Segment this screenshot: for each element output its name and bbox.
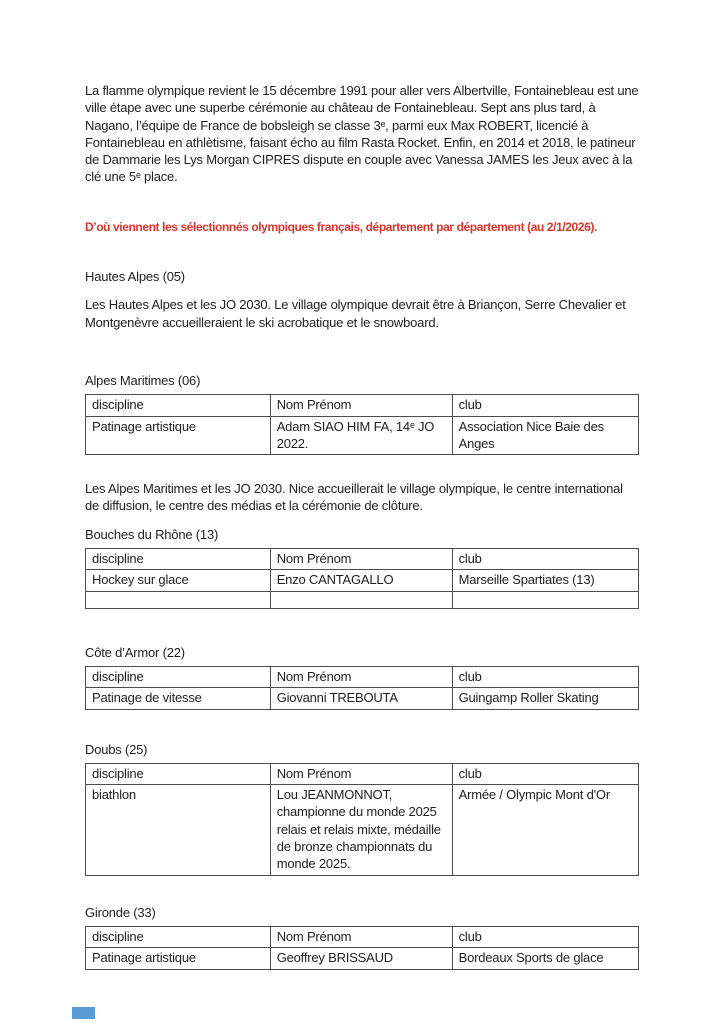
red-section-heading: D’où viennent les sélectionnés olympiques français, département par département (au 2/1/2026).: [85, 219, 597, 234]
table-cell: Enzo CANTAGALLO: [270, 570, 452, 591]
department-title: Bouches du Rhône (13): [85, 526, 219, 542]
table-cell: Lou JEANMONNOT, championne du monde 2025 relais et relais mixte, médaille de bronze championnats du monde 2025.: [270, 785, 452, 875]
department-title: Doubs (25): [85, 741, 148, 757]
department-section-doubs: [85, 741, 639, 876]
table-cell: [452, 591, 638, 608]
table-header-discipline: discipline: [86, 763, 271, 784]
table-header-row: [86, 549, 639, 570]
table-header-discipline: discipline: [86, 549, 271, 570]
table-cell: Association Nice Baie des Anges: [452, 416, 638, 455]
footer-blue-mark: [72, 1007, 95, 1019]
table-header-club: club: [452, 666, 638, 687]
table-cell: Guingamp Roller Skating: [452, 688, 638, 709]
department-title: Alpes Maritimes (06): [85, 372, 201, 388]
table-cell: Patinage artistique: [86, 948, 271, 969]
intro-paragraph: La flamme olympique revient le 15 décembre 1991 pour aller vers Albertville, Fontainebleau est une ville étape avec une superbe cérémonie au château de Fontainebleau. Sept ans plus tard, à Nagano, l’équipe de France de bobsleigh se classe 3ᵉ, parmi eux Max ROBERT, licencié à Fontainebleau en athlètisme, faisant écho au film Rasta Rocket. Enfin, en 2014 et 2018, le patineur de Dammarie les Lys Morgan CIPRES dispute en couple avec Vanessa JAMES les Jeux avec à la clé une 5ᵉ place.: [85, 83, 639, 185]
table-cell: Giovanni TREBOUTA: [270, 688, 452, 709]
athletes-table: [85, 926, 639, 970]
department-paragraph: Les Alpes Maritimes et les JO 2030. Nice accueillerait le village olympique, le centre international de diffusion, le centre des médias et la cérémonie de clôture.: [85, 481, 623, 514]
table-cell: Geoffrey BRISSAUD: [270, 948, 452, 969]
athletes-table: [85, 548, 639, 609]
department-title: Hautes Alpes (05): [85, 269, 185, 285]
table-header-row: [86, 395, 639, 416]
table-cell: Hockey sur glace: [86, 570, 271, 591]
table-header-row: [86, 666, 639, 687]
department-title: Gironde (33): [85, 904, 156, 920]
department-section-bouches-du-rhone: [85, 526, 639, 609]
table-header-club: club: [452, 763, 638, 784]
athletes-table: [85, 394, 639, 455]
table-row: [86, 785, 639, 875]
table-header-nom-prenom: Nom Prénom: [270, 926, 452, 947]
table-cell: Patinage artistique: [86, 416, 271, 455]
table-header-discipline: discipline: [86, 395, 271, 416]
department-section-gironde: [85, 904, 639, 970]
table-cell: Marseille Spartiates (13): [452, 570, 638, 591]
table-header-club: club: [452, 395, 638, 416]
table-header-row: [86, 763, 639, 784]
table-header-discipline: discipline: [86, 666, 271, 687]
table-cell: Armée / Olympic Mont d'Or: [452, 785, 638, 875]
table-header-nom-prenom: Nom Prénom: [270, 763, 452, 784]
table-cell: [86, 591, 271, 608]
department-section-cote-d-armor: [85, 644, 639, 710]
table-row: [86, 416, 639, 455]
department-paragraph: Les Hautes Alpes et les JO 2030. Le village olympique devrait être à Briançon, Serre Chevalier et Montgenèvre accueilleraient le ski acrobatique et le snowboard.: [85, 297, 626, 330]
table-header-club: club: [452, 549, 638, 570]
athletes-table: [85, 666, 639, 710]
table-cell: Adam SIAO HIM FA, 14ᵉ JO 2022.: [270, 416, 452, 455]
table-row: [86, 948, 639, 969]
table-row: [86, 570, 639, 591]
table-cell: Bordeaux Sports de glace: [452, 948, 638, 969]
table-row-empty: [86, 591, 639, 608]
department-section-alpes-maritimes: [85, 372, 639, 515]
table-header-nom-prenom: Nom Prénom: [270, 666, 452, 687]
table-header-club: club: [452, 926, 638, 947]
table-row: [86, 688, 639, 709]
athletes-table: [85, 763, 639, 876]
department-title: Côte d’Armor (22): [85, 644, 185, 660]
table-header-nom-prenom: Nom Prénom: [270, 395, 452, 416]
table-cell: Patinage de vitesse: [86, 688, 271, 709]
table-header-nom-prenom: Nom Prénom: [270, 549, 452, 570]
department-section-hautes-alpes: [85, 268, 639, 331]
table-header-discipline: discipline: [86, 926, 271, 947]
table-cell: [270, 591, 452, 608]
table-header-row: [86, 926, 639, 947]
table-cell: biathlon: [86, 785, 271, 875]
